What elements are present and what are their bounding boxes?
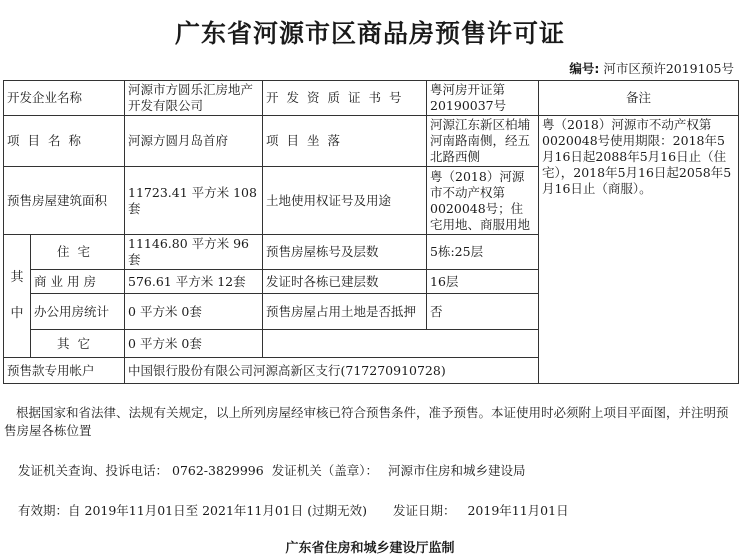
notes-label: 备注: [539, 81, 739, 116]
built-floors-value: 16层: [427, 270, 539, 294]
other-label: 其它: [31, 330, 125, 358]
number-label: 编号:: [569, 61, 600, 76]
office-value: 0 平方米 0套: [125, 294, 263, 330]
buildings-label: 预售房屋栋号及层数: [263, 235, 427, 270]
issue-date-label: 发证日期：: [392, 503, 456, 518]
commercial-value: 576.61 平方米 12套: [125, 270, 263, 294]
built-floors-label: 发证时各栋已建层数: [263, 270, 427, 294]
validity-end: 2021年11月01日: [202, 503, 304, 518]
notes-value: 粤（2018）河源市不动产权第0020048号使用期限：2018年5月16日起2088年5月16日止（住宅），2018年5月16日起2058年5月16日止（商服）。: [539, 116, 739, 384]
qualification-label: 开发资质证书号: [263, 81, 427, 116]
approval-statement: 根据国家和省法律、法规有关规定，以上所列房屋经审核已符合预售条件，准予预售。本证使用时必须附上项目平面图，并注明预售房屋各栋位置: [4, 405, 729, 438]
validity-status: (过期无效): [307, 503, 367, 518]
certificate-number: [569, 59, 734, 77]
land-cert-value: 粤（2018）河源市不动产权第0020048号；住宅用地、商服用地: [427, 167, 539, 235]
mortgage-label: 预售房屋占用土地是否抵押: [263, 294, 427, 330]
issue-date-value: 2019年11月01日: [467, 503, 569, 518]
number-value: 河市区预许2019105号: [603, 61, 734, 76]
developer-value: 河源市方圆乐汇房地产开发有限公司: [125, 81, 263, 116]
other-value: 0 平方米 0套: [125, 330, 263, 358]
commercial-label: 商业用房: [31, 270, 125, 294]
contact-line: [18, 461, 525, 479]
land-cert-label: 土地使用权证号及用途: [263, 167, 427, 235]
validity-start: 2019年11月01日至: [84, 503, 199, 518]
location-label: 项目坐落: [263, 116, 427, 167]
phone-label: 发证机关查询、投诉电话：: [18, 463, 169, 478]
presale-area-value: 11723.41 平方米 108套: [125, 167, 263, 235]
qualification-value: 粤河房开证第20190037号: [427, 81, 539, 116]
location-value: 河源江东新区柏埔河南路南侧，经五北路西侧: [427, 116, 539, 167]
other-blank: [263, 330, 539, 358]
residential-value: 11146.80 平方米 96套: [125, 235, 263, 270]
mortgage-value: 否: [427, 294, 539, 330]
residential-label: 住宅: [31, 235, 125, 270]
project-label: 项目名称: [4, 116, 125, 167]
account-label: 预售款专用帐户: [4, 358, 125, 384]
certificate-table: [3, 80, 739, 384]
project-value: 河源方圆月岛首府: [125, 116, 263, 167]
authority-value: 河源市住房和城乡建设局: [387, 463, 526, 478]
authority-label: 发证机关（盖章）：: [271, 463, 378, 478]
developer-label: 开发企业名称: [4, 81, 125, 116]
validity-line: [18, 501, 569, 519]
of-which-label: 其中: [4, 235, 31, 358]
presale-area-label: 预售房屋建筑面积: [4, 167, 125, 235]
office-label: 办公用房统计: [31, 294, 125, 330]
document-title: 广东省河源市区商品房预售许可证: [174, 19, 565, 48]
account-value: 中国银行股份有限公司河源高新区支行(717270910728): [125, 358, 539, 384]
validity-label: 有效期：自: [18, 503, 81, 518]
phone-value: 0762-3829996: [172, 463, 264, 478]
buildings-value: 5栋:25层: [427, 235, 539, 270]
supervisor-footer: 广东省住房和城乡建设厅监制: [285, 541, 455, 556]
